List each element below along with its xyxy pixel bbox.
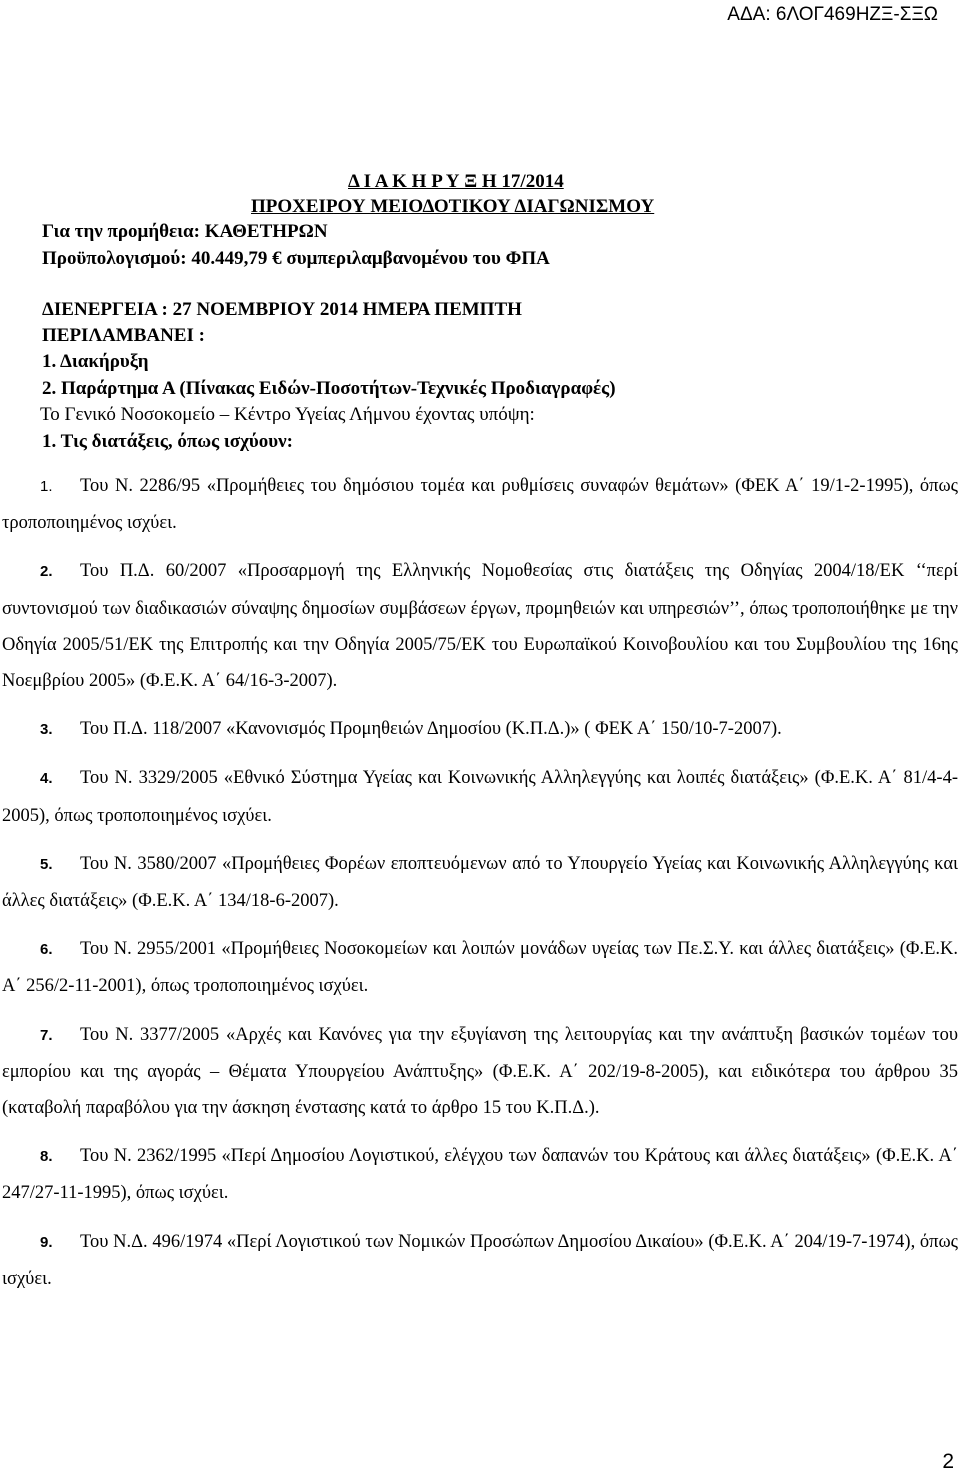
title-line-2: ΠΡΟΧΕΙΡΟΥ ΜΕΙΟΔΟΤΙΚΟΥ ΔΙΑΓΩΝΙΣΜΟΥ [251, 196, 655, 217]
legal-references-list [2, 468, 958, 1309]
list-item [2, 1138, 958, 1211]
list-item [2, 846, 958, 919]
item-number: 8. [40, 1148, 53, 1166]
item-text: Του Π.Δ. 60/2007 «Προσαρμογή της Ελληνικής Νομοθεσίας στις διατάξεις της Οδηγίας 2004/18/ΕΚ ‘‘περί συντονισμού των διαδικασιών σύναψης δημοσίων συμβάσεων έργων, προμηθειών και υπηρεσιών’’, όπως τροποποιήθηκε με την Οδηγία 2005/51/ΕΚ της Επιτροπής και την Οδηγία 2005/75/ΕΚ του Ευρωπαϊκού Κοινοβουλίου και του Συμβουλίου της 16ης Νοεμβρίου 2005» (Φ.Ε.Κ. Α΄ 64/16-3-2007). [2, 561, 958, 692]
item-number: 1. [40, 478, 53, 495]
page-number: 2 [942, 1450, 954, 1473]
item-number: 4. [40, 770, 53, 788]
list-item [2, 1224, 958, 1297]
item-text: Του Π.Δ. 118/2007 «Κανονισμός Προμηθειών Δημοσίου (Κ.Π.Δ.)» ( ΦΕΚ Α΄ 150/10-7-2007). [80, 719, 782, 740]
ada-code: ΑΔΑ: 6ΛΟΓ469ΗΖΞ-ΣΞΩ [727, 4, 938, 25]
considering-line: Το Γενικό Νοσοκομείο – Κέντρο Υγείας Λήμνου έχοντας υπόψη: [40, 404, 535, 425]
list-item [2, 1017, 958, 1127]
date-line: ΔΙΕΝΕΡΓΕΙΑ : 27 ΝΟΕΜΒΡΙΟΥ 2014 ΗΜΕΡΑ ΠΕΜΠΤΗ [42, 299, 522, 320]
item-text: Του Ν. 3329/2005 «Εθνικό Σύστημα Υγείας και Κοινωνικής Αλληλεγγύης και λοιπές διατάξεις» (Φ.Ε.Κ. Α΄ 81/4-4-2005), όπως τροποποιημένος ισχύει. [2, 768, 958, 826]
includes-item-1: 1. Διακήρυξη [42, 351, 149, 372]
item-number: 6. [40, 941, 53, 959]
item-number: 3. [40, 721, 53, 739]
provisions-line: 1. Τις διατάξεις, όπως ισχύουν: [42, 431, 293, 452]
item-text: Του Ν. 3580/2007 «Προμήθειες Φορέων εποπτευόμενων από το Υπουργείο Υγείας και Κοινωνικής Αλληλεγγύης και άλλες διατάξεις» (Φ.Ε.Κ. Α΄ 134/18-6-2007). [2, 853, 958, 912]
item-text: Του Ν. 2362/1995 «Περί Δημοσίου Λογιστικού, ελέγχου των δαπανών του Κράτους και άλλες διατάξεις» (Φ.Ε.Κ. Α΄ 247/27-11-1995), όπως ισχύει. [2, 1146, 958, 1204]
budget-line: Προϋπολογισμού: 40.449,79 € συμπεριλαμβανομένου του ΦΠΑ [42, 248, 550, 269]
item-text: Του Ν. 3377/2005 «Αρχές και Κανόνες για την εξυγίανση της λειτουργίας και την ανάπτυξη βασικών τομέων του εμπορίου και της αγοράς – Θέματα Υπουργείου Ανάπτυξης» (Φ.Ε.Κ. Α΄ 202/19-8-2005), και ειδικότερα του άρθρου 35 (καταβολή παραβόλου για την άσκηση ένστασης κατά το άρθρο 15 του Κ.Π.Δ.). [2, 1024, 958, 1119]
procurement-line: Για την προμήθεια: ΚΑΘΕΤΗΡΩΝ [42, 221, 328, 242]
title-line-1: Δ Ι Α Κ Η Ρ Υ Ξ Η 17/2014 [348, 171, 564, 192]
list-item [2, 711, 958, 748]
includes-line: ΠΕΡΙΛΑΜΒΑΝΕΙ : [42, 325, 205, 346]
item-text: Του Ν. 2955/2001 «Προμήθειες Νοσοκομείων και λοιπών μονάδων υγείας των Πε.Σ.Υ. και άλλες διατάξεις» (Φ.Ε.Κ. Α΄ 256/2-11-2001), όπως τροποποιημένος ισχύει. [2, 939, 958, 997]
item-number: 7. [40, 1026, 53, 1044]
item-number: 2. [40, 563, 53, 581]
list-item [2, 760, 958, 833]
list-item [2, 553, 958, 699]
item-number: 5. [40, 855, 53, 873]
item-text: Του Ν. 2286/95 «Προμήθειες του δημόσιου τομέα και ρυθμίσεις συναφών θεμάτων» (ΦΕΚ Α΄ 19/1-2-1995), όπως τροποποιημένος ισχύει. [2, 476, 958, 534]
list-item [2, 468, 958, 541]
includes-item-2: 2. Παράρτημα Α (Πίνακας Ειδών-Ποσοτήτων-Τεχνικές Προδιαγραφές) [42, 378, 616, 399]
item-number: 9. [40, 1233, 53, 1251]
item-text: Του Ν.Δ. 496/1974 «Περί Λογιστικού των Νομικών Προσώπων Δημοσίου Δικαίου» (Φ.Ε.Κ. Α΄ 204/19-7-1974), όπως ισχύει. [2, 1231, 958, 1289]
list-item [2, 931, 958, 1004]
